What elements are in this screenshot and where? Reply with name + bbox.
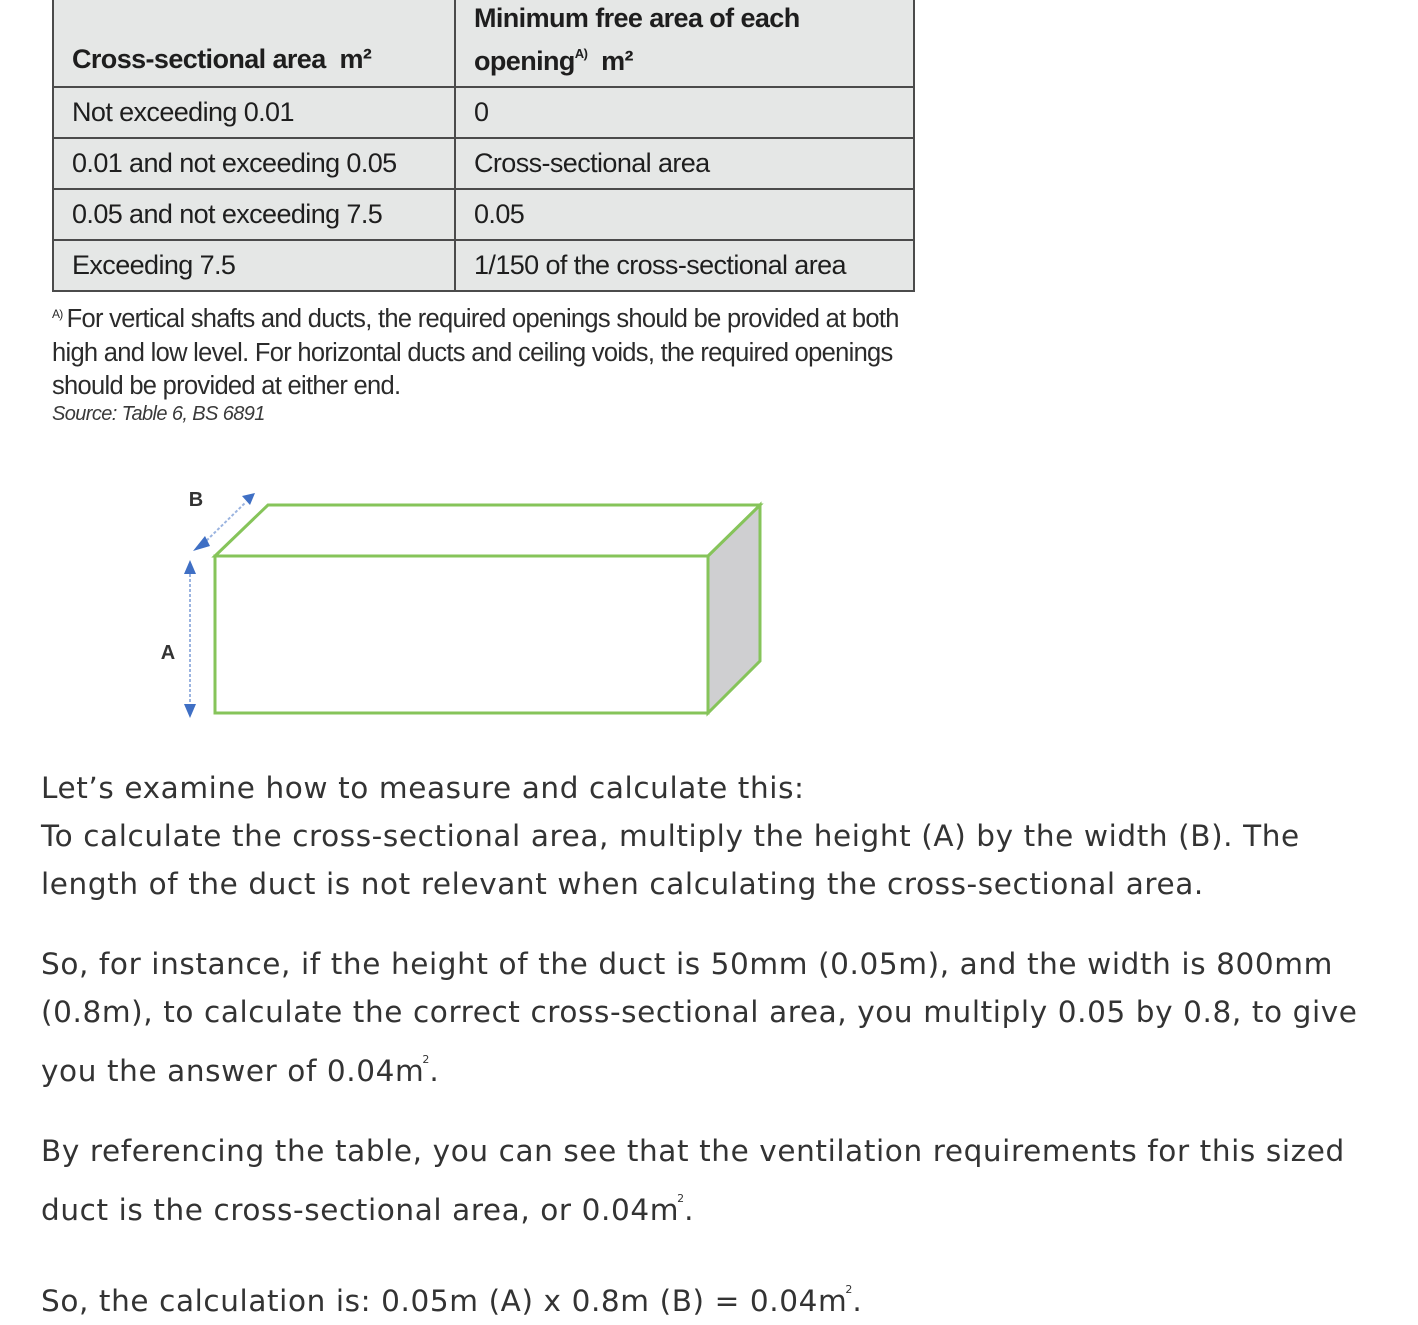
footnote-marker: A) <box>574 46 588 61</box>
table-row <box>53 138 914 189</box>
table-footnote <box>52 298 932 404</box>
paragraph-example: So, for instance, if the height of the duct is 50mm (0.05m), and the width is 800mm (0.8m), to calculate the correct cross-sectional area, you multiply 0.05 by 0.8, to give you the answer of $0.04m^2$. <box>41 947 1358 1088</box>
label-a: A <box>160 642 176 664</box>
footnote-text: For vertical shafts and ducts, the required openings should be provided at both high and low level. For horizontal ducts and ceiling voids, the required openings should be provided at either end. <box>52 305 899 400</box>
cell-minimum: 0 <box>455 87 914 138</box>
dimension-a-arrow <box>184 560 196 718</box>
header-cross-sectional-area: Cross-sectional area m² <box>53 0 455 87</box>
duct-diagram <box>0 470 800 730</box>
table-row <box>53 189 914 240</box>
cell-area: 0.05 and not exceeding 7.5 <box>53 189 455 240</box>
table-source: Source: Table 6, BS 6891 <box>52 403 265 425</box>
table-row <box>53 87 914 138</box>
duct-front-face <box>215 556 708 713</box>
cell-minimum: 0.05 <box>455 189 914 240</box>
cell-area: 0.01 and not exceeding 0.05 <box>53 138 455 189</box>
explanation-text <box>41 764 1391 1325</box>
label-b: B <box>188 489 204 511</box>
table-header-row <box>53 0 914 87</box>
cell-area: Exceeding 7.5 <box>53 240 455 291</box>
cell-minimum: 1/150 of the cross-sectional area <box>455 240 914 291</box>
ventilation-requirements-table <box>52 0 915 292</box>
intro-paragraph: Let’s examine how to measure and calculate this: <box>41 771 805 805</box>
table-row <box>53 240 914 291</box>
paragraph-calculation: So, the calculation is: 0.05m (A) x 0.8m $(B) = 0.04m^2$. <box>41 1283 863 1318</box>
footnote-marker: A) <box>52 307 63 321</box>
header-minimum-free-area: Minimum free area of each opening$^{A)}$ m² <box>455 0 914 87</box>
duct-top-face <box>215 505 760 556</box>
paragraph-cross-sectional: To calculate the cross-sectional area, multiply the height (A) by the width (B). The length of the duct is not relevant when calculating the cross-sectional area. <box>41 819 1300 901</box>
paragraph-table-reference: By referencing the table, you can see that the ventilation requirements for this sized duct is the cross-sectional area, or $0.04m^2$. <box>41 1134 1345 1227</box>
cell-minimum: Cross-sectional area <box>455 138 914 189</box>
cell-area: Not exceeding 0.01 <box>53 87 455 138</box>
